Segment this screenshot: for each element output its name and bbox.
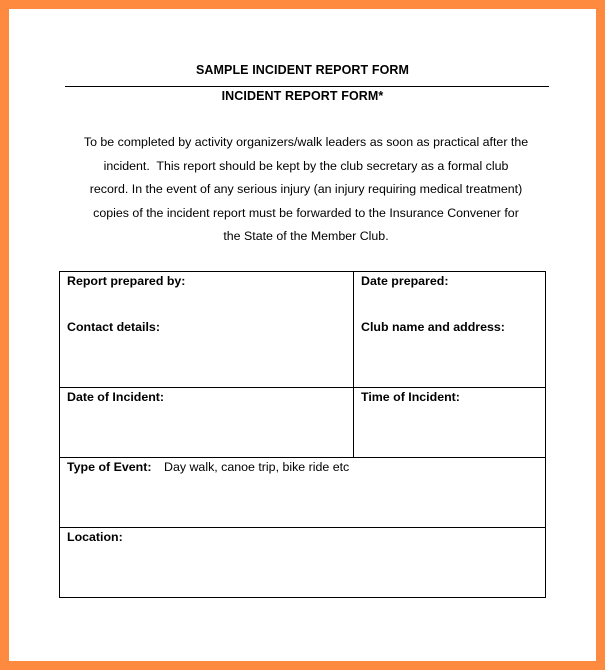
document-title: SAMPLE INCIDENT REPORT FORM [195,63,410,77]
row-divider [60,387,545,388]
column-divider [353,272,354,457]
club-name-address-label: Club name and address: [361,320,505,334]
document-page [9,9,596,661]
title-divider [65,86,549,87]
incident-form-table [59,271,546,598]
report-prepared-by-label: Report prepared by: [67,274,186,288]
form-subtitle: INCIDENT REPORT FORM* [221,89,384,103]
intro-line: incident. This report should be kept by the club secretary as a formal club [103,158,509,173]
intro-line: copies of the incident report must be forwarded to the Insurance Convener for [93,205,519,220]
location-label: Location: [67,530,123,544]
intro-line: record. In the event of any serious injury (an injury requiring medical treatment) [89,182,523,196]
intro-line: the State of the Member Club. [223,229,389,243]
intro-line: To be completed by activity organizers/walk leaders as soon as practical after the [83,135,529,149]
contact-details-label: Contact details: [67,320,160,334]
type-of-event-label: Type of Event: [67,460,152,474]
time-of-incident-label: Time of Incident: [361,390,460,404]
date-prepared-label: Date prepared: [361,274,449,288]
row-divider [60,457,545,458]
row-divider [60,527,545,528]
intro-paragraph [61,131,551,249]
type-of-event-value: Day walk, canoe trip, bike ride etc [164,460,350,474]
date-of-incident-label: Date of Incident: [67,390,165,404]
